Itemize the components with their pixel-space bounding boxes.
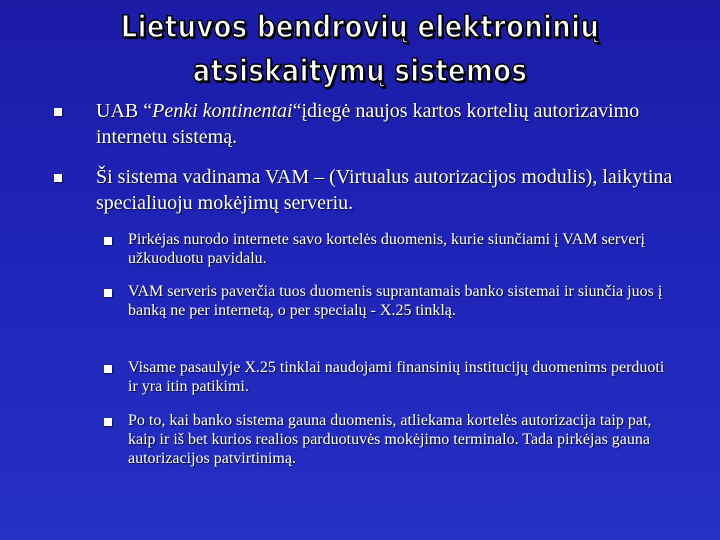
slide-title [102,6,618,94]
company-name: Penki kontinentai [152,100,293,122]
sub-bullet-text: Visame pasaulyje X.25 tinklai naudojami finansinių institucijų duomenims perduoti ir yra itin patikimi. [128,359,665,395]
bullet-text-prefix: UAB “ [96,100,153,122]
sub-bullet-item-3 [104,358,670,396]
square-bullet-icon [54,174,62,182]
bullet-item-1 [54,98,674,150]
title-line-2: atsiskaitymų sistemos [192,54,528,89]
title-line-1: Lietuvos bendrovių elektroninių [120,10,600,45]
bullet-text-suffix: “įdiegė naujos kartos kortelių autorizavimo internetu sistemą. [96,100,640,148]
square-bullet-icon [54,108,62,116]
sub-bullet-text: Pirkėjas nurodo internete savo kortelės duomenis, kurie siunčiami į VAM serverį užkuoduotu pavidalu. [128,231,646,267]
sub-bullet-item-2 [104,282,670,320]
square-bullet-icon [104,289,112,297]
sub-bullet-text: VAM serveris paverčia tuos duomenis suprantamais banko sistemai ir siunčia juos į banką ne per internetą, o per specialų - X.25 tinklą. [128,283,663,319]
sub-bullet-text: Po to, kai banko sistema gauna duomenis, atliekama kortelės autorizacija taip pat, kaip ir iš bet kurios realios parduotuvės mokėjimo terminalo. Tada pirkėjas gauna autorizacijos patvirtinimą. [128,412,652,467]
square-bullet-icon [104,418,112,426]
square-bullet-icon [104,365,112,373]
sub-bullet-item-1 [104,230,670,268]
bullet-text: Ši sistema vadinama VAM – (Virtualus autorizacijos modulis), laikytina specialiuoju mokėjimų serveriu. [96,166,673,214]
bullet-text [96,98,674,150]
square-bullet-icon [104,237,112,245]
bullet-item-2 [54,164,674,216]
sub-bullet-item-4 [104,411,670,468]
